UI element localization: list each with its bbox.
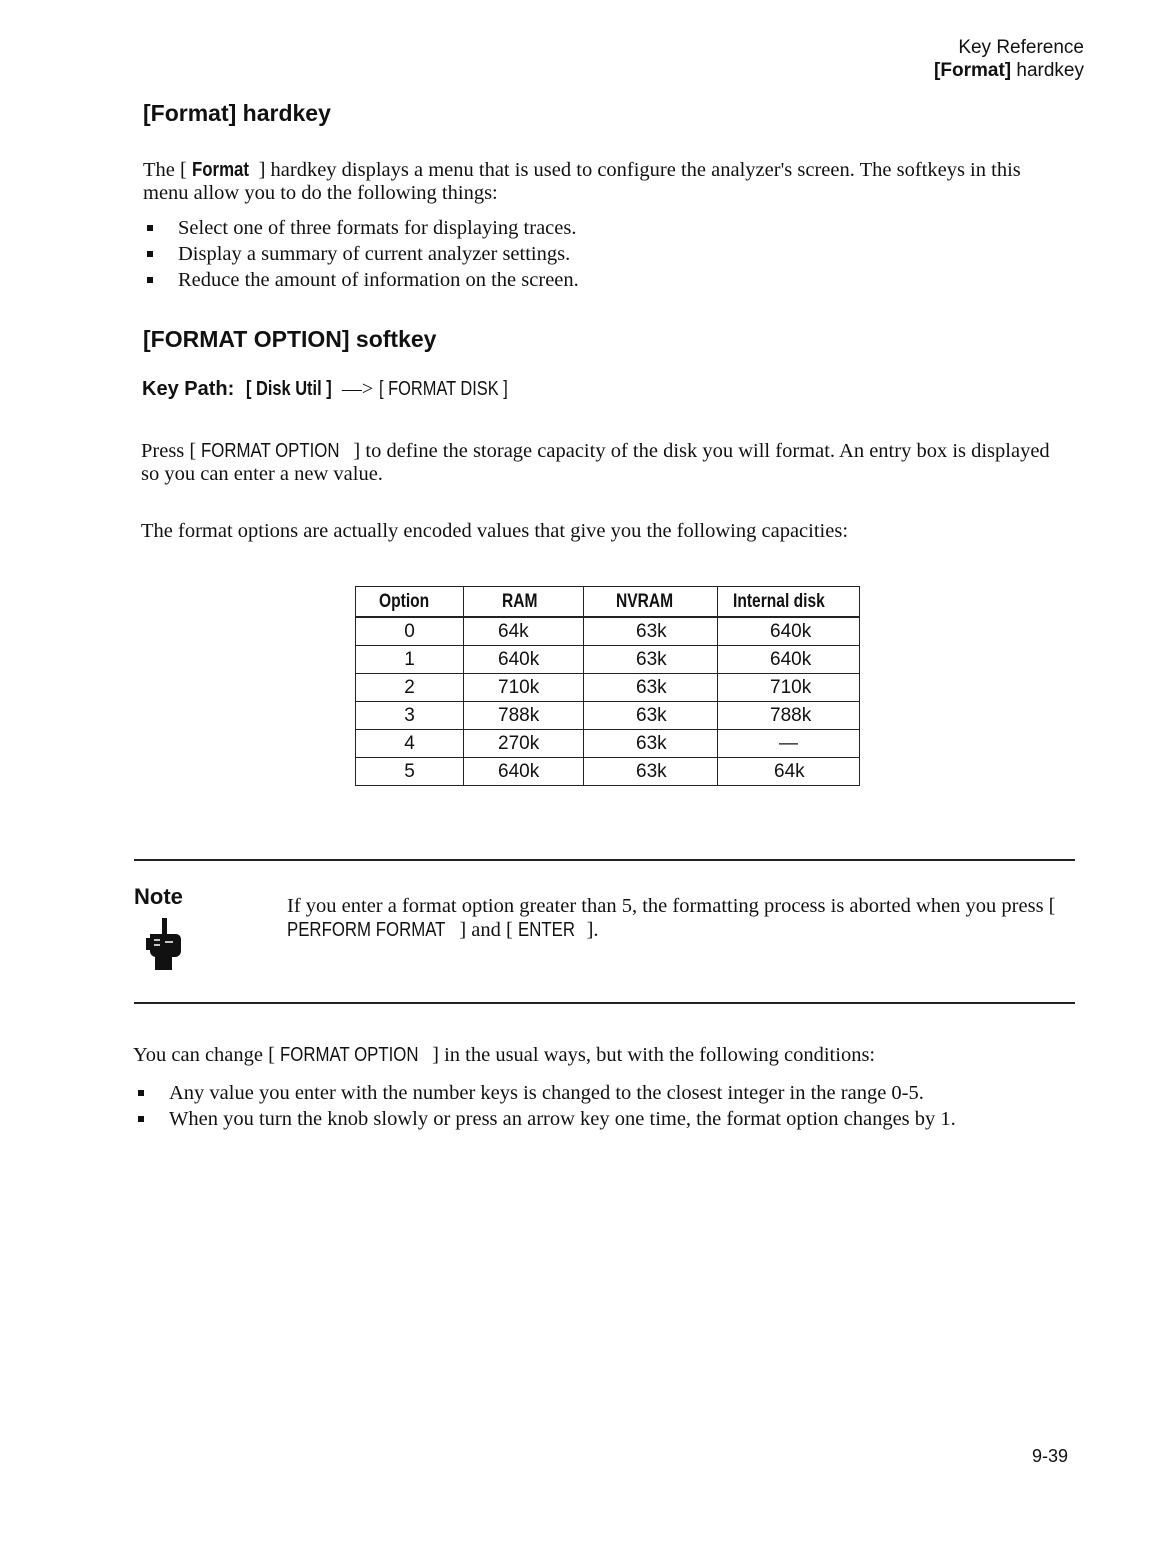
format-bullet-list: [142, 215, 579, 293]
note-text-middle: ] and [: [459, 919, 513, 941]
press-text-before: Press [: [141, 440, 197, 462]
intro-key-format: Format: [191, 158, 249, 181]
cell-internal-disk: —: [718, 730, 860, 758]
cell-option: 4: [356, 730, 464, 758]
note-text-before: If you enter a format option greater than 5, the formatting process is aborted when you press [: [287, 895, 1056, 917]
section-title-format-option: [FORMAT OPTION] softkey: [143, 326, 437, 352]
cell-nvram: 63k: [584, 617, 718, 646]
list-item: When you turn the knob slowly or press an arrow key one time, the format option changes by 1.: [133, 1106, 956, 1132]
header-ram: [464, 587, 584, 618]
note-bottom-rule: [134, 1002, 1075, 1004]
header-internal-disk: [718, 587, 860, 618]
key-path-format-disk: [ FORMAT DISK ]: [378, 378, 508, 400]
list-item: Display a summary of current analyzer settings.: [142, 241, 579, 267]
cell-ram: 270k: [464, 730, 584, 758]
cell-option: 0: [356, 617, 464, 646]
change-paragraph: [133, 1043, 1073, 1067]
running-header-line2: [934, 59, 1084, 82]
note-text-after: ].: [586, 919, 599, 941]
cell-ram: 640k: [464, 646, 584, 674]
table-row: [356, 758, 860, 786]
list-item: Select one of three formats for displaying traces.: [142, 215, 579, 241]
cell-internal-disk: 64k: [718, 758, 860, 786]
key-path-disk-util: [ Disk Util ]: [245, 378, 332, 400]
cell-nvram: 63k: [584, 702, 718, 730]
running-header-line1: Key Reference: [958, 37, 1084, 58]
table-row: [356, 730, 860, 758]
note-key-perform-format: PERFORM FORMAT: [287, 918, 446, 941]
cell-nvram: 63k: [584, 646, 718, 674]
cell-option: 1: [356, 646, 464, 674]
header-nvram-text: NVRAM: [615, 590, 673, 612]
running-header-key: [Format]: [934, 60, 1012, 81]
change-text-before: You can change [: [133, 1044, 275, 1066]
pointing-hand-icon: [144, 918, 184, 977]
cell-option: 5: [356, 758, 464, 786]
table-row: [356, 702, 860, 730]
key-path-label: Key Path:: [142, 378, 235, 400]
cell-internal-disk: 640k: [718, 617, 860, 646]
table-row: [356, 617, 860, 646]
header-option: [356, 587, 464, 618]
cell-option: 2: [356, 674, 464, 702]
press-key-format-option: FORMAT OPTION: [201, 439, 340, 462]
press-paragraph: [141, 439, 1061, 486]
running-header-text: hardkey: [1016, 60, 1084, 81]
header-internal-disk-text: Internal disk: [732, 590, 825, 612]
cell-ram: 788k: [464, 702, 584, 730]
header-option-text: Option: [378, 590, 430, 612]
cell-internal-disk: 640k: [718, 646, 860, 674]
change-text-after: ] in the usual ways, but with the following conditions:: [432, 1044, 876, 1066]
press-text-after: ] to define the storage capacity of the disk you will format. An entry box is displayed so you can enter a new value.: [141, 440, 1050, 485]
header-nvram: [584, 587, 718, 618]
cell-ram: 64k: [464, 617, 584, 646]
table-header-row: [356, 587, 860, 618]
capacity-table: [355, 586, 860, 786]
header-ram-text: RAM: [501, 590, 538, 612]
note-top-rule: [134, 859, 1075, 861]
note-text: [287, 895, 1067, 942]
cell-nvram: 63k: [584, 674, 718, 702]
key-path: [142, 378, 536, 401]
cell-internal-disk: 710k: [718, 674, 860, 702]
list-item: Any value you enter with the number keys is changed to the closest integer in the range 0-5.: [133, 1080, 956, 1106]
cell-nvram: 63k: [584, 758, 718, 786]
note-key-enter: ENTER: [517, 918, 575, 941]
intro-text-before: The [: [143, 159, 187, 181]
cell-nvram: 63k: [584, 730, 718, 758]
running-header: [934, 36, 1084, 82]
page-number: 9-39: [1031, 1446, 1068, 1466]
pointing-hand-svg: [144, 918, 184, 972]
key-path-arrow: —>: [341, 378, 374, 400]
list-item: Reduce the amount of information on the screen.: [142, 267, 579, 293]
cell-ram: 640k: [464, 758, 584, 786]
options-intro: The format options are actually encoded values that give you the following capacities:: [141, 520, 849, 542]
section-title-format-hardkey: [Format] hardkey: [143, 100, 331, 126]
intro-paragraph: [143, 158, 1063, 205]
change-key-format-option: FORMAT OPTION: [280, 1043, 419, 1066]
cell-ram: 710k: [464, 674, 584, 702]
table-row: [356, 646, 860, 674]
cell-internal-disk: 788k: [718, 702, 860, 730]
table-row: [356, 674, 860, 702]
intro-text-after: ] hardkey displays a menu that is used to configure the analyzer's screen. The softkeys in this menu allow you to do the following things:: [143, 159, 1021, 204]
conditions-bullet-list: [133, 1080, 956, 1132]
cell-option: 3: [356, 702, 464, 730]
note-label: Note: [134, 884, 183, 909]
